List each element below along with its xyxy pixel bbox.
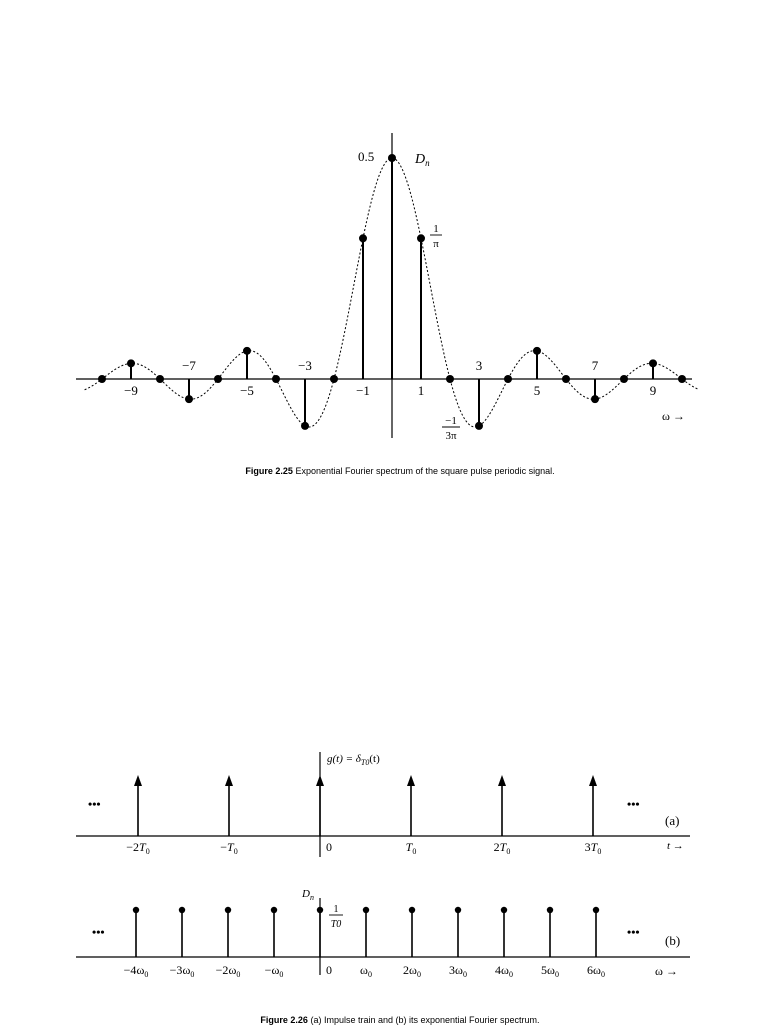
fig26a-impulse-arrowhead bbox=[316, 775, 324, 786]
fig25-tick-label: 1 bbox=[417, 383, 425, 398]
fig26a-impulse-arrowhead bbox=[589, 775, 597, 786]
fig26b-tick-label: $5\omega_0$ bbox=[541, 963, 559, 979]
fig25-data-point bbox=[301, 422, 309, 430]
fig25-data-point bbox=[359, 234, 367, 242]
fig26b-data-point bbox=[593, 907, 599, 913]
fig25-frac-pos-denominator: π bbox=[433, 238, 439, 250]
fig26a-panel-label: (a) bbox=[665, 813, 680, 828]
fig25-data-point bbox=[214, 375, 222, 383]
fig26b-tick-label: $-\omega_0$ bbox=[264, 963, 284, 979]
fig26b-data-point bbox=[225, 907, 231, 913]
fig26b-tick-label: $-2\omega_0$ bbox=[215, 963, 241, 979]
fig25-data-point bbox=[98, 375, 106, 383]
fig26b-data-point bbox=[317, 907, 323, 913]
fig26b-tick-label: $-4\omega_0$ bbox=[123, 963, 149, 979]
fig26b-data-point bbox=[271, 907, 277, 913]
fig25-tick-label: −9 bbox=[124, 383, 138, 398]
fig25-peak-label: 0.5 bbox=[358, 149, 375, 164]
fig26b-fraction-one-over-t0 bbox=[329, 904, 343, 930]
fig26b-ellipsis-left: ••• bbox=[92, 925, 105, 939]
fig25-data-point bbox=[243, 347, 251, 355]
fig26a-tick-label: $2T_0$ bbox=[493, 840, 511, 856]
fig25-data-point bbox=[562, 375, 570, 383]
fig26a-impulse-arrowhead bbox=[225, 775, 233, 786]
fig25-data-point bbox=[156, 375, 164, 383]
fig26b-tick-label: $4\omega_0$ bbox=[495, 963, 513, 979]
fig25-data-point bbox=[446, 375, 454, 383]
fig26b-series-label: $D_n$ bbox=[302, 888, 314, 902]
fig25-tick-label: −7 bbox=[182, 358, 196, 373]
fig26a-impulses bbox=[134, 775, 597, 836]
fig25-fraction-neg-one-over-3pi bbox=[442, 415, 460, 442]
fig26b-tick-label: $\omega_0$ bbox=[360, 963, 372, 979]
fig26a-impulse-arrowhead bbox=[498, 775, 506, 786]
fig25-tick-label: −3 bbox=[298, 358, 312, 373]
fig26a-tick-labels bbox=[126, 840, 601, 856]
fig25-tick-label: 7 bbox=[591, 358, 599, 373]
fig26b-tick-label: 0 bbox=[326, 963, 332, 977]
fig26b-data-point bbox=[363, 907, 369, 913]
fig26b-tick-label: $3\omega_0$ bbox=[449, 963, 467, 979]
fig26a-impulse-arrowhead bbox=[407, 775, 415, 786]
fig25-frac-pos-numerator: 1 bbox=[433, 223, 439, 235]
fig25-tick-label: −1 bbox=[356, 383, 370, 398]
fig26b-panel-label: (b) bbox=[665, 933, 681, 948]
fig26a-axis-label: t → bbox=[667, 840, 684, 852]
fig26b-data-point bbox=[455, 907, 461, 913]
fig26b-data-point bbox=[547, 907, 553, 913]
fig26b-frac-numerator: 1 bbox=[333, 904, 339, 915]
fig25-data-point bbox=[185, 395, 193, 403]
figure-2-26-caption-label: Figure 2.26 bbox=[260, 1015, 308, 1025]
fig25-frac-neg-denominator: 3π bbox=[445, 430, 457, 442]
fig25-fraction-one-over-pi bbox=[430, 223, 442, 250]
fig25-data-point bbox=[649, 359, 657, 367]
fig25-series-label: $D_n$ bbox=[415, 152, 430, 168]
fig26b-axis-label: ω → bbox=[655, 964, 678, 978]
fig26b-stems bbox=[133, 907, 599, 957]
fig25-data-point bbox=[504, 375, 512, 383]
figure-2-25-caption bbox=[0, 466, 768, 476]
fig25-tick-labels bbox=[124, 358, 656, 398]
fig25-frac-neg-numerator: −1 bbox=[445, 415, 457, 427]
figure-2-26-caption-text: (a) Impulse train and (b) its exponential Fourier spectrum. bbox=[307, 1015, 540, 1025]
fig26b-data-point bbox=[179, 907, 185, 913]
fig26a-ellipsis-right: ••• bbox=[627, 797, 640, 811]
figure-2-25-caption-text: Exponential Fourier spectrum of the square pulse periodic signal. bbox=[292, 466, 555, 476]
figure-2-26b-spectrum bbox=[76, 888, 690, 979]
fig26b-data-point bbox=[409, 907, 415, 913]
fig25-data-point bbox=[272, 375, 280, 383]
figure-2-25-caption-label: Figure 2.25 bbox=[245, 466, 293, 476]
fig25-tick-label: 9 bbox=[649, 383, 657, 398]
fig25-data-point bbox=[475, 422, 483, 430]
fig26b-tick-label: $2\omega_0$ bbox=[403, 963, 421, 979]
fig25-data-point bbox=[330, 375, 338, 383]
fig26a-impulse-arrowhead bbox=[134, 775, 142, 786]
fig26b-frac-denominator: T0 bbox=[330, 919, 342, 930]
fig25-data-point bbox=[591, 395, 599, 403]
fig26a-tick-label: $-2T_0$ bbox=[126, 840, 150, 856]
figure-2-26a-impulse-train bbox=[76, 752, 690, 857]
fig26b-data-point bbox=[133, 907, 139, 913]
fig26b-tick-labels bbox=[124, 963, 605, 979]
fig25-data-point bbox=[678, 375, 686, 383]
fig25-axis-label: ω → bbox=[662, 409, 685, 423]
fig26b-ellipsis-right: ••• bbox=[627, 925, 640, 939]
fig26b-data-point bbox=[501, 907, 507, 913]
fig25-data-point bbox=[417, 234, 425, 242]
fig25-data-point bbox=[127, 359, 135, 367]
fig26a-function-label: $g(t) = \delta_{T0}(t)$ bbox=[327, 753, 380, 767]
fig26b-tick-label: $6\omega_0$ bbox=[587, 963, 605, 979]
fig25-data-point bbox=[533, 347, 541, 355]
fig26a-tick-label: 0 bbox=[326, 840, 332, 854]
fig25-tick-label: 3 bbox=[475, 358, 483, 373]
fig26a-tick-label: $T_0$ bbox=[405, 840, 417, 856]
fig26a-tick-label: $3T_0$ bbox=[584, 840, 602, 856]
figure-2-25-spectrum bbox=[76, 133, 698, 442]
fig25-tick-label: −5 bbox=[240, 383, 254, 398]
fig26a-tick-label: $-T_0$ bbox=[220, 840, 238, 856]
fig26a-ellipsis-left: ••• bbox=[88, 797, 101, 811]
fig25-tick-label: 5 bbox=[533, 383, 541, 398]
fig25-data-point bbox=[388, 154, 396, 162]
fig25-data-point bbox=[620, 375, 628, 383]
fig26b-tick-label: $-3\omega_0$ bbox=[169, 963, 195, 979]
